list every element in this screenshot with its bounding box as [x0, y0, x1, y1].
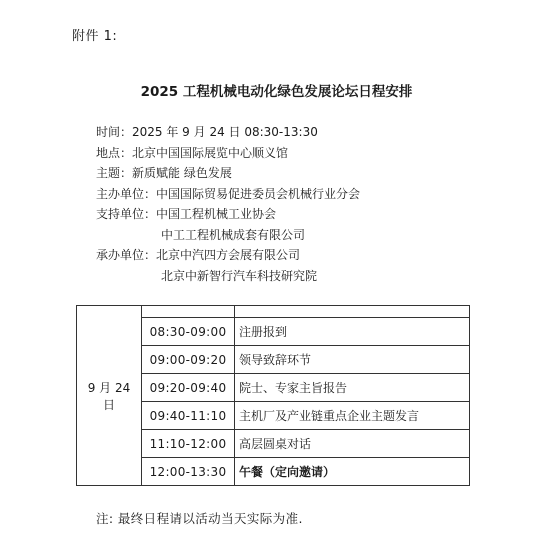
info-host — [96, 184, 536, 205]
schedule-item: 主机厂及产业链重点企业主题发言 — [235, 402, 470, 430]
schedule-item: 院士、专家主旨报告 — [235, 374, 470, 402]
event-info — [96, 122, 536, 286]
schedule-table — [76, 305, 470, 486]
info-theme-value: 新质赋能 绿色发展 — [132, 166, 232, 180]
info-host-key: 主办单位： — [96, 186, 157, 201]
info-support — [96, 204, 536, 225]
schedule-item: 领导致辞环节 — [235, 346, 470, 374]
schedule-item: 高层圆桌对话 — [235, 430, 470, 458]
info-organizer-value-2: 北京中新智行汽车科技研究院 — [161, 268, 318, 283]
schedule-item: 午餐（定向邀请） — [235, 458, 470, 486]
info-venue — [96, 143, 536, 164]
info-theme-key: 主题： — [96, 166, 133, 180]
footnote: 注: 最终日程请以活动当天实际为准. — [96, 511, 303, 526]
info-support-cont — [96, 225, 536, 246]
schedule-spacer-time — [142, 306, 235, 318]
info-venue-key: 地点： — [96, 145, 133, 160]
info-organizer-value-1: 北京中汽四方会展有限公司 — [156, 248, 301, 262]
info-organizer-key: 承办单位： — [96, 248, 157, 262]
page-title: 2025 工程机械电动化绿色发展论坛日程安排 — [140, 84, 413, 100]
info-time-key: 时间： — [96, 125, 133, 139]
info-organizer — [96, 245, 536, 266]
schedule-time: 09:20-09:40 — [142, 374, 235, 402]
schedule-spacer-item — [235, 306, 470, 318]
info-time-value: 2025 年 9 月 24 日 08:30-13:30 — [132, 125, 318, 139]
schedule-time: 09:00-09:20 — [142, 346, 235, 374]
info-time — [96, 122, 536, 143]
info-theme — [96, 163, 536, 184]
info-host-value: 中国国际贸易促进委员会机械行业分会 — [156, 186, 361, 201]
info-organizer-cont — [96, 266, 536, 287]
schedule-time: 11:10-12:00 — [142, 430, 235, 458]
info-venue-value: 北京中国国际展览中心顺义馆 — [132, 145, 289, 160]
info-support-key: 支持单位： — [96, 207, 157, 221]
schedule-time: 09:40-11:10 — [142, 402, 235, 430]
info-support-value-2: 中工工程机械成套有限公司 — [161, 227, 306, 242]
info-support-value-1: 中国工程机械工业协会 — [156, 207, 277, 221]
schedule-date: 9 月 24 日 — [77, 306, 142, 486]
schedule-time: 08:30-09:00 — [142, 318, 235, 346]
schedule-time: 12:00-13:30 — [142, 458, 235, 486]
attachment-label: 附件 1: — [72, 29, 118, 44]
schedule-top-row — [77, 306, 470, 318]
schedule-item: 注册报到 — [235, 318, 470, 346]
